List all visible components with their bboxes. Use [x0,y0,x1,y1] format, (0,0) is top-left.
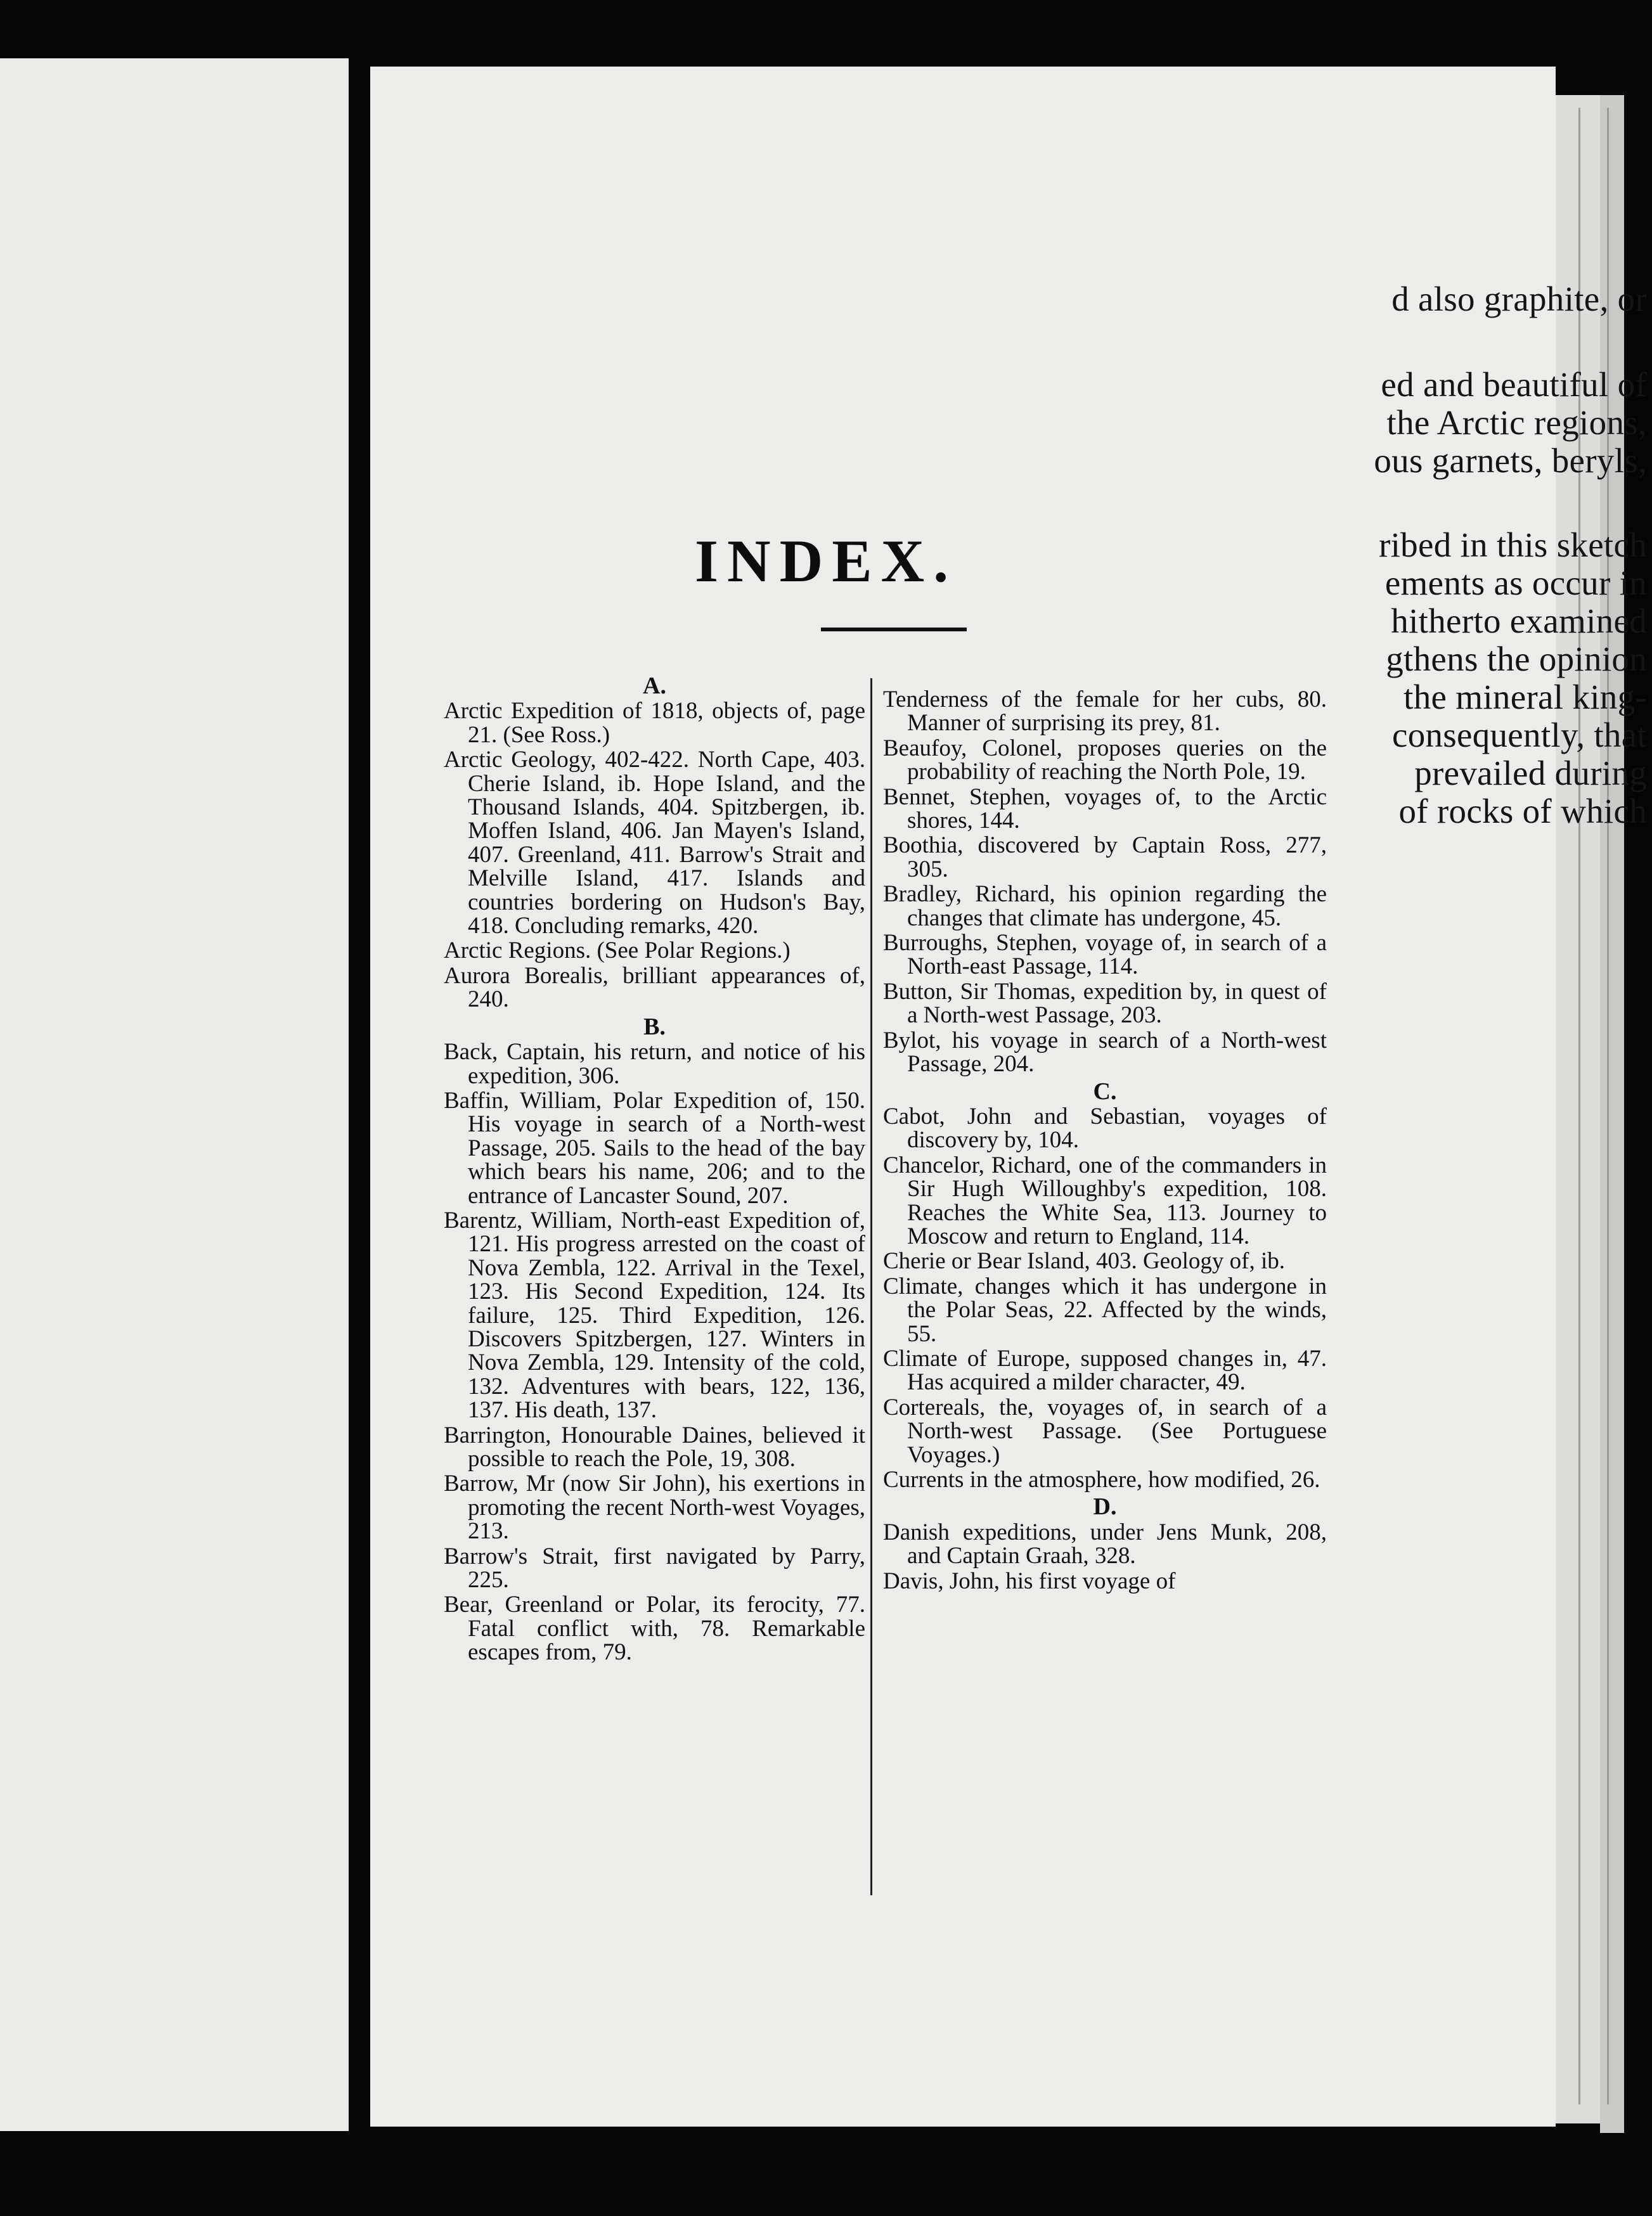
index-entry: Bradley, Richard, his opinion regarding the changes that climate has undergone, 45. [883,881,1327,931]
left-page-line: prevailed during [1414,754,1647,792]
index-entry: Cortereals, the, voyages of, in search of a North-west Passage. (See Portuguese Voyages.) [883,1394,1327,1468]
left-page-line: d also graphite, or [1391,280,1647,318]
index-entry: Tenderness of the female for her cubs, 80. Manner of surprising its prey, 81. [883,686,1327,737]
left-page-line: gthens the opinion [1386,640,1647,678]
index-entry: Aurora Borealis, brilliant appearances of, 240. [444,962,865,1013]
index-section-letter: A. [643,673,666,699]
index-entry: Boothia, discovered by Captain Ross, 277, 305. [883,832,1327,882]
index-entry: Barrington, Honourable Daines, believed it possible to reach the Pole, 19, 308. [444,1422,865,1472]
left-page-line: the mineral king- [1404,678,1647,716]
index-entry: Climate, changes which it has undergone in the Polar Seas, 22. Affected by the winds, 55. [883,1273,1327,1347]
index-entry: Arctic Expedition of 1818, objects of, page 21. (See Ross.) [444,698,865,748]
index-entry: Davis, John, his first voyage of [883,1568,1176,1594]
page-title: INDEX. [695,527,957,595]
left-page-line: hitherto examined [1391,602,1647,640]
left-page-line: the Arctic regions, [1386,403,1647,442]
index-column-right [883,688,1327,1594]
index-entry: Burroughs, Stephen, voyage of, in search of a North-east Passage, 114. [883,930,1327,980]
index-entry: Baffin, William, Polar Expedition of, 150. His voyage in search of a North-west Passage, 205. Sails to the head of the bay which bears his name, 206; and to the entrance of Lancaster Sound, 207. [444,1087,865,1209]
index-entry: Barrow, Mr (now Sir John), his exertions in promoting the recent North-west Voyages, 213. [444,1471,865,1545]
index-entry: Button, Sir Thomas, expedition by, in quest of a North-west Passage, 203. [883,978,1327,1029]
index-entry: Arctic Geology, 402-422. North Cape, 403. Cherie Island, ib. Hope Island, and the Thousand Islands, 404. Spitzbergen, ib. Moffen Island, 406. Jan Mayen's Island, 407. Greenland, 411. Barrow's Strait and Melville Island, 417. Islands and countries bordering on Hudson's Bay, 418. Concluding remarks, 420. [444,747,865,939]
index-entry: Back, Captain, his return, and notice of his expedition, 306. [444,1039,865,1089]
index-entry: Danish expeditions, under Jens Munk, 208, and Captain Graah, 328. [883,1519,1327,1569]
left-page-line: ous garnets, beryls, [1374,441,1647,480]
index-entry: Currents in the atmosphere, how modified, 26. [883,1467,1320,1493]
index-column-left [444,671,865,1666]
left-page-line: ements as occur in [1384,564,1647,602]
index-section-letter: C. [1093,1078,1117,1105]
title-rule [821,628,967,631]
left-page [0,58,349,2131]
index-entry: Barentz, William, North-east Expedition of, 121. His progress arrested on the coast of Nova Zembla, 122. Arrival in the Texel, 123. His Second Expedition, 124. Its failure, 125. Third Expedition, 126. Discovers Spitzbergen, 127. Winters in Nova Zembla, 129. Intensity of the cold, 132. Adventures with bears, 122, 136, 137. His death, 137. [444,1207,865,1424]
index-entry: Arctic Regions. (See Polar Regions.) [444,937,791,964]
index-entry: Bylot, his voyage in search of a North-west Passage, 204. [883,1027,1327,1078]
left-page-line: ribed in this sketch [1378,525,1647,564]
left-page-line: of rocks of which [1398,792,1647,830]
index-entry: Bear, Greenland or Polar, its ferocity, 77. Fatal conflict with, 78. Remarkable escapes from, 79. [444,1592,865,1666]
left-page-line: consequently, that [1391,716,1647,754]
index-entry: Cabot, John and Sebastian, voyages of discovery by, 104. [883,1103,1327,1154]
index-entry: Cherie or Bear Island, 403. Geology of, ib. [883,1248,1285,1275]
index-entry: Barrow's Strait, first navigated by Parry, 225. [444,1543,865,1594]
index-section-letter: D. [1093,1493,1117,1521]
index-entry: Beaufoy, Colonel, proposes queries on the probability of reaching the North Pole, 19. [883,735,1327,785]
index-entry: Chancelor, Richard, one of the commanders in Sir Hugh Willoughby's expedition, 108. Reaches the White Sea, 113. Journey to Moscow and return to England, 114. [883,1152,1327,1249]
column-divider [870,678,872,1895]
index-entry: Bennet, Stephen, voyages of, to the Arctic shores, 144. [883,783,1327,834]
left-page-line: ed and beautiful of [1381,365,1647,404]
index-entry: Climate of Europe, supposed changes in, 47. Has acquired a milder character, 49. [883,1345,1327,1396]
index-section-letter: B. [643,1013,666,1040]
